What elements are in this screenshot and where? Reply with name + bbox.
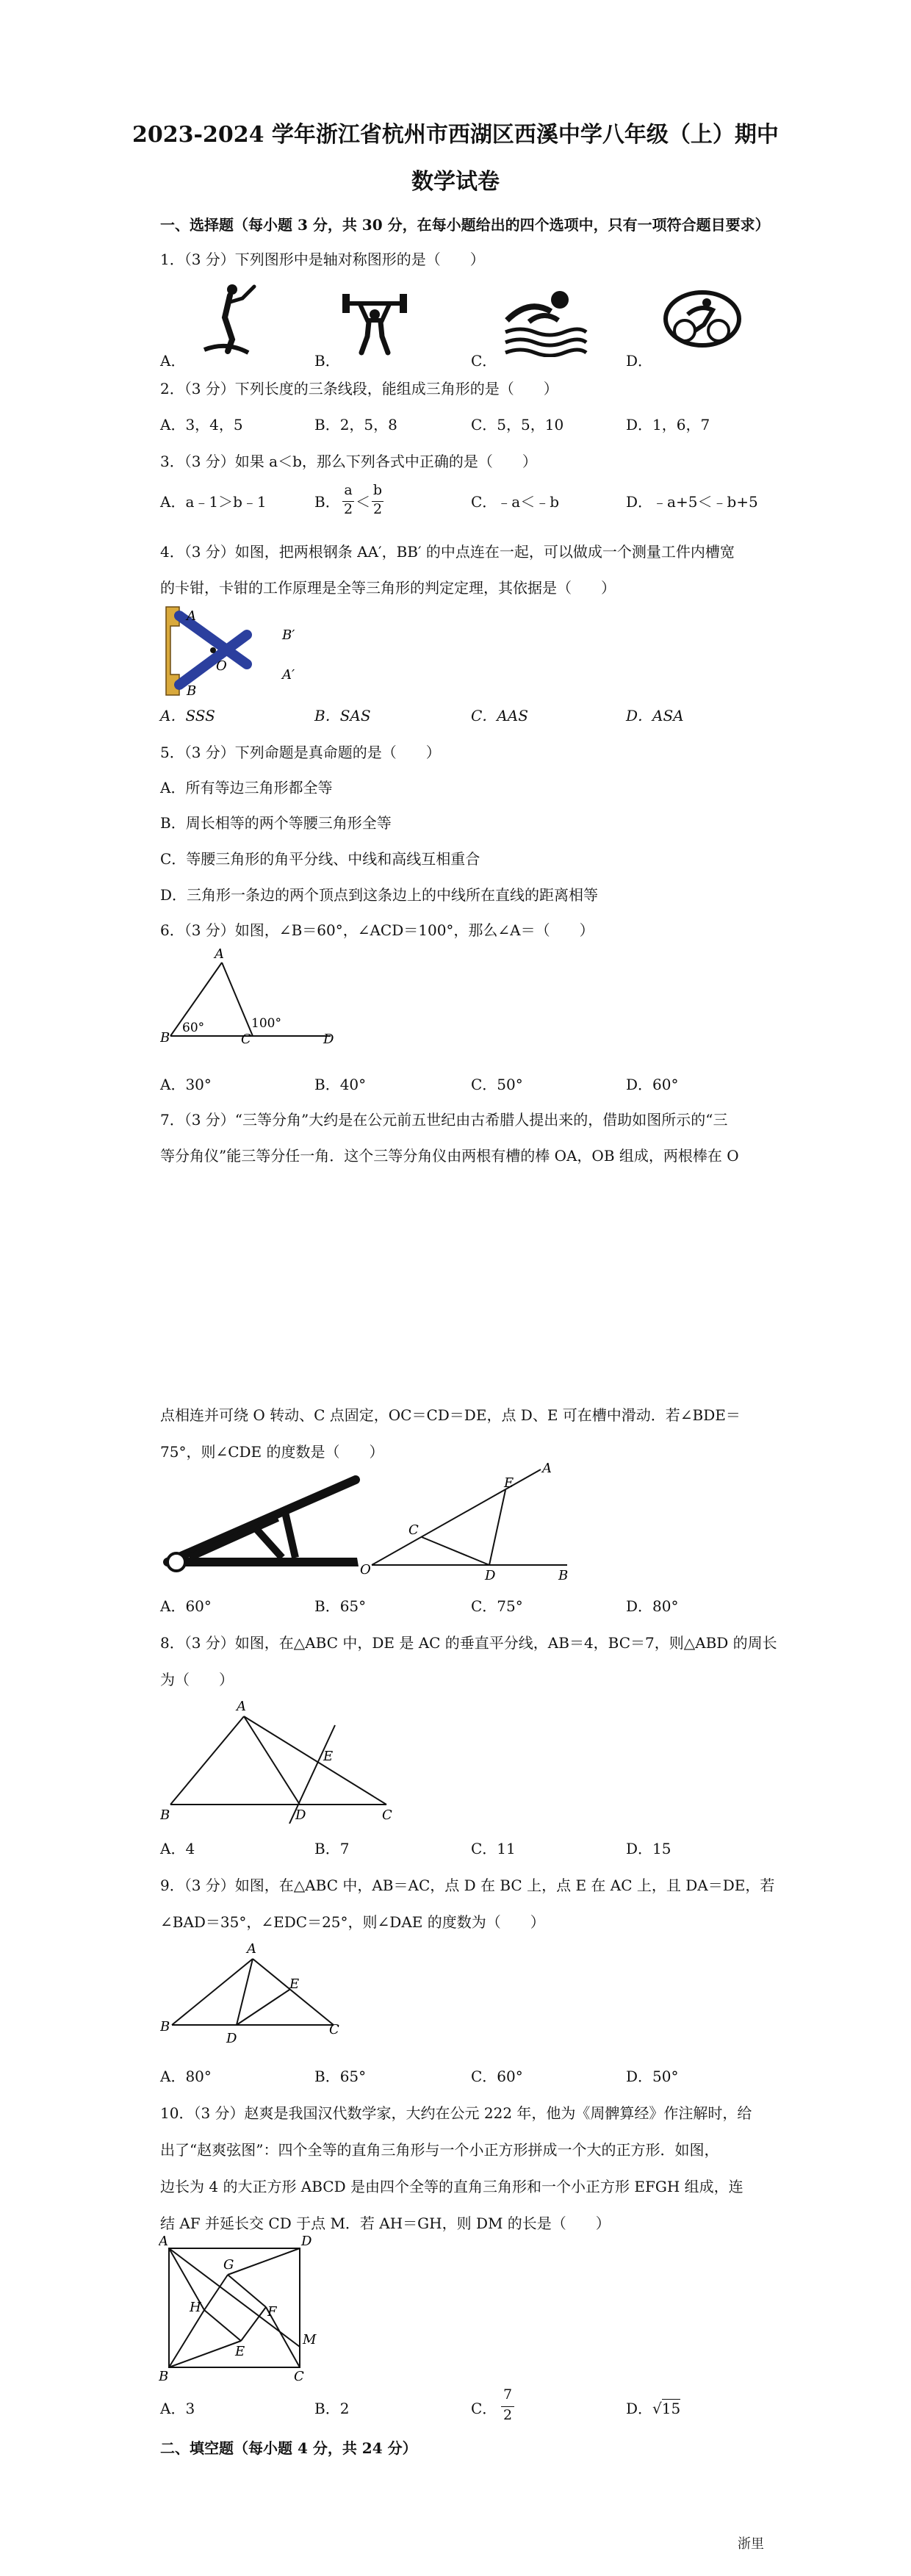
q3-option-c: C．﹣a＜﹣b xyxy=(471,493,560,511)
q10-option-c-label: C． xyxy=(471,2400,497,2417)
q3-option-b-label: B． xyxy=(314,493,340,511)
q7-option-a: A．60° xyxy=(160,1597,212,1615)
q7-label-d: D xyxy=(485,1568,496,1580)
q10-label-e: E xyxy=(235,2344,245,2359)
q8-triangle-figure xyxy=(160,1691,403,1824)
q10-zhaoshuang-figure xyxy=(159,2235,320,2382)
water-polo-icon xyxy=(500,284,588,357)
question-8-line1: 8．（3 分）如图，在△ABC 中，DE 是 AC 的垂直平分线，AB＝4，BC＝7，则△ABD 的周长 xyxy=(160,1634,777,1652)
q5-option-b: B．周长相等的两个等腰三角形全等 xyxy=(160,814,392,832)
q4-label-bprime: B′ xyxy=(282,627,295,643)
q10-label-c: C xyxy=(294,2369,304,2382)
question-9-line1: 9．（3 分）如图，在△ABC 中，AB＝AC，点 D 在 BC 上，点 E 在 AC 上，且 DA＝DE，若 xyxy=(160,1877,775,1894)
question-5-stem: 5．（3 分）下列命题是真命题的是（ ） xyxy=(160,744,441,761)
q10-label-a: A xyxy=(159,2235,168,2249)
q6-label-a: A xyxy=(215,946,224,962)
q4-option-a: A．SSS xyxy=(160,707,215,724)
question-10-line1: 10．（3 分）赵爽是我国汉代数学家，大约在公元 222 年，他为《周髀算经》作注解时，给 xyxy=(160,2104,752,2122)
q9-label-e: E xyxy=(289,1976,300,1992)
cyclist-icon xyxy=(654,288,742,354)
q6-option-b: B．40° xyxy=(314,1076,367,1093)
question-3-stem: 3．（3 分）如果 a＜b，那么下列各式中正确的是（ ） xyxy=(160,453,537,470)
question-10-line4: 结 AF 并延长交 CD 于点 M．若 AH＝GH，则 DM 的长是（ ） xyxy=(160,2215,611,2232)
q8-label-d: D xyxy=(295,1807,306,1823)
q1-option-d: D． xyxy=(626,352,653,370)
q10-label-g: G xyxy=(223,2257,234,2273)
q3-b-frac1-num: a xyxy=(344,482,353,498)
q6-angle-acd: 100° xyxy=(251,1016,281,1031)
question-8-line2: 为（ ） xyxy=(160,1671,234,1688)
q10-label-h: H xyxy=(190,2300,201,2315)
sqrt-icon: √ xyxy=(652,2400,662,2417)
page-footer: 浙里 xyxy=(738,2536,764,2552)
question-7-line1: 7．（3 分）“三等分角”大约是在公元前五世纪由古希腊人提出来的，借助如图所示的“三 xyxy=(160,1111,728,1129)
q9-label-d: D xyxy=(226,2031,237,2046)
question-1-stem: 1．（3 分）下列图形中是轴对称图形的是（ ） xyxy=(160,251,485,268)
q10-option-b: B．2 xyxy=(314,2400,350,2417)
q4-label-a: A xyxy=(187,608,196,624)
q4-option-d: D．ASA xyxy=(626,707,684,724)
q2-option-c: C．5，5，10 xyxy=(471,416,564,433)
q10-option-d-label: D． xyxy=(626,2400,653,2417)
q8-label-a: A xyxy=(237,1699,246,1714)
q9-option-b: B．65° xyxy=(314,2068,367,2085)
q5-option-c: C．等腰三角形的角平分线、中线和高线互相重合 xyxy=(160,850,480,868)
q2-option-a: A．3，4，5 xyxy=(160,416,243,433)
q8-label-e: E xyxy=(323,1749,334,1764)
section-heading-choice: 一、选择题（每小题 3 分，共 30 分，在每小题给出的四个选项中，只有一项符合题目要求） xyxy=(160,216,770,234)
q4-label-o: O xyxy=(216,658,227,674)
q2-option-d: D．1，6，7 xyxy=(626,416,710,433)
q3-b-less-than: ＜ xyxy=(356,493,370,511)
q3-b-frac2-den: 2 xyxy=(372,501,383,517)
q6-label-d: D xyxy=(323,1032,334,1044)
q10-option-a: A．3 xyxy=(160,2400,195,2417)
q9-label-a: A xyxy=(247,1941,256,1957)
q2-option-b: B．2，5，8 xyxy=(314,416,397,433)
question-7-line3: 点相连并可绕 O 转动、C 点固定，OC＝CD＝DE，点 D、E 可在槽中滑动．若∠BDE＝ xyxy=(160,1406,741,1424)
q10-label-d: D xyxy=(301,2235,312,2249)
question-6-stem: 6．（3 分）如图，∠B＝60°，∠ACD＝100°，那么∠A＝（ ） xyxy=(160,921,594,939)
question-10-line2: 出了“赵爽弦图”：四个全等的直角三角形与一个小正方形拼成一个大的正方形．如图， xyxy=(160,2141,719,2159)
golfer-icon xyxy=(190,279,270,360)
q3-option-a: A．a﹣1＞b﹣1 xyxy=(160,493,267,511)
q7-option-d: D．80° xyxy=(626,1597,679,1615)
q1-option-c: C． xyxy=(471,352,497,370)
question-10-line3: 边长为 4 的大正方形 ABCD 是由四个全等的直角三角形和一个小正方形 EFGH 组成，连 xyxy=(160,2178,743,2195)
q4-option-b: B．SAS xyxy=(314,707,371,724)
q5-option-d: D．三角形一条边的两个顶点到这条边上的中线所在直线的距离相等 xyxy=(160,886,599,904)
question-7-line4: 75°，则∠CDE 的度数是（ ） xyxy=(160,1443,384,1461)
q4-caliper-figure xyxy=(160,604,307,699)
q1-option-a: A． xyxy=(160,352,186,370)
q9-option-a: A．80° xyxy=(160,2068,212,2085)
q9-label-b: B xyxy=(160,2019,170,2034)
q8-label-c: C xyxy=(382,1807,392,1823)
weightlifter-icon xyxy=(338,288,411,356)
exam-title-line2: 数学试卷 xyxy=(411,169,500,195)
q10-c-frac-num: 7 xyxy=(503,2386,513,2403)
q6-triangle-figure xyxy=(160,945,351,1044)
q10-label-m: M xyxy=(303,2332,317,2347)
q9-label-c: C xyxy=(329,2022,339,2037)
q8-option-a: A．4 xyxy=(160,1840,195,1857)
q10-option-d xyxy=(626,2397,680,2418)
q4-label-aprime: A′ xyxy=(282,667,295,683)
q7-trisector-device xyxy=(160,1475,373,1578)
q4-option-c: C．AAS xyxy=(471,707,528,724)
q7-option-b: B．65° xyxy=(314,1597,367,1615)
q6-angle-b: 60° xyxy=(182,1021,205,1035)
q8-option-c: C．11 xyxy=(471,1840,516,1857)
q1-option-b: B． xyxy=(314,352,340,370)
q10-c-frac-den: 2 xyxy=(503,2407,513,2423)
q10-label-f: F xyxy=(267,2304,277,2320)
q3-b-frac2-num: b xyxy=(372,482,383,498)
q7-option-c: C．75° xyxy=(471,1597,523,1615)
q4-label-b: B xyxy=(187,683,197,699)
q8-option-d: D．15 xyxy=(626,1840,671,1857)
question-7-line2: 等分角仪”能三等分任一角．这个三等分角仪由两根有槽的棒 OA，OB 组成，两根棒在 O xyxy=(160,1147,739,1165)
q7-label-b: B xyxy=(558,1568,569,1580)
q9-option-d: D．50° xyxy=(626,2068,679,2085)
q8-label-b: B xyxy=(160,1807,170,1823)
q6-label-b: B xyxy=(160,1030,170,1044)
question-4-line1: 4．（3 分）如图，把两根钢条 AA′，BB′ 的中点连在一起，可以做成一个测量工件内槽宽 xyxy=(160,543,735,561)
exam-title-line1: 2023-2024 学年浙江省杭州市西湖区西溪中学八年级（上）期中 xyxy=(132,122,779,148)
q6-option-a: A．30° xyxy=(160,1076,212,1093)
question-4-line2: 的卡钳，卡钳的工作原理是全等三角形的判定定理，其依据是（ ） xyxy=(160,579,616,597)
q7-label-c: C xyxy=(408,1522,419,1538)
q3-option-d: D．﹣a+5＜﹣b+5 xyxy=(626,493,758,511)
q6-label-c: C xyxy=(241,1032,251,1044)
q8-option-b: B．7 xyxy=(314,1840,350,1857)
q6-option-d: D．60° xyxy=(626,1076,679,1093)
q6-option-c: C．50° xyxy=(471,1076,523,1093)
q9-option-c: C．60° xyxy=(471,2068,523,2085)
q7-label-e: E xyxy=(504,1475,514,1491)
q7-geometry-diagram xyxy=(360,1462,588,1580)
q10-label-b: B xyxy=(159,2369,169,2382)
q5-option-a: A．所有等边三角形都全等 xyxy=(160,779,333,796)
question-9-line2: ∠BAD＝35°，∠EDC＝25°，则∠DAE 的度数为（ ） xyxy=(160,1913,545,1931)
q7-label-o: O xyxy=(360,1562,371,1577)
q7-label-a: A xyxy=(542,1462,552,1476)
q10-d-radicand: 15 xyxy=(661,2400,681,2417)
question-2-stem: 2．（3 分）下列长度的三条线段，能组成三角形的是（ ） xyxy=(160,380,558,397)
q3-b-frac1-den: 2 xyxy=(343,501,353,517)
q9-triangle-figure xyxy=(160,1937,351,2047)
section-heading-fill-in: 二、填空题（每小题 4 分，共 24 分） xyxy=(160,2439,417,2457)
